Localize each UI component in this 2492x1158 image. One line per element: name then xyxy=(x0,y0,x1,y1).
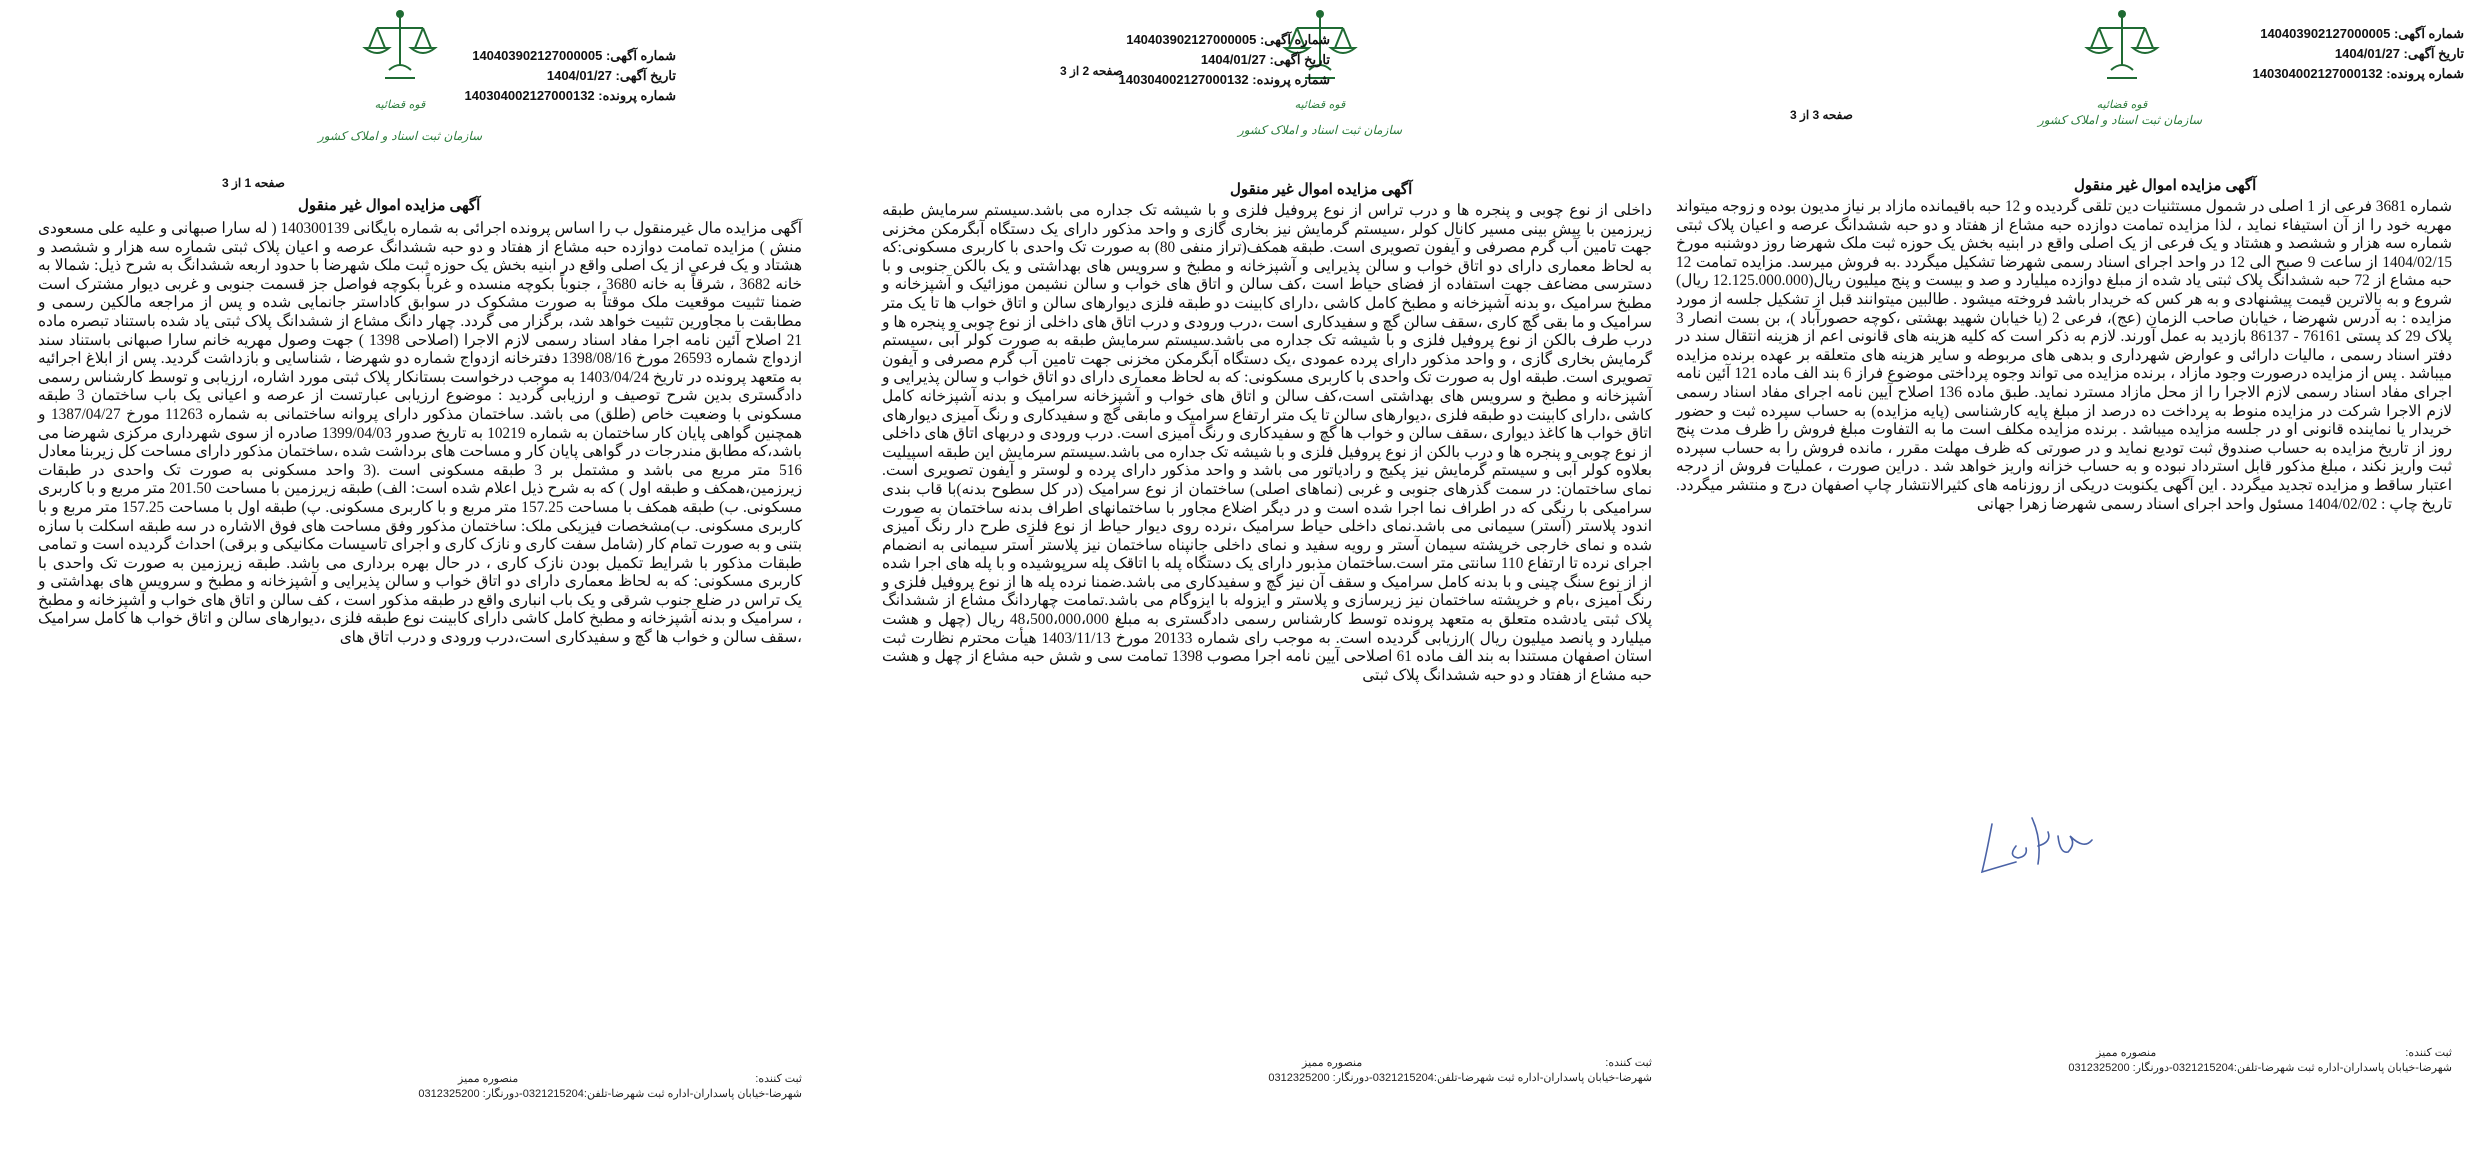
notice-date: تاریخ آگهی: 1404/01/27 xyxy=(2334,46,2464,61)
office-address: شهرضا-خیابان پاسداران-اداره ثبت شهرضا-تلفن:0321215204-دورنگار: 0312325200 xyxy=(418,1088,802,1100)
org-name: سازمان ثبت اسناد و املاک کشور xyxy=(317,129,483,143)
org-name: سازمان ثبت اسناد و املاک کشور xyxy=(2037,113,2203,127)
registrar-name: منصوره ممیز xyxy=(1302,1057,1363,1069)
notice-footer xyxy=(882,1056,1652,1084)
notice-body xyxy=(38,220,802,648)
page-number: صفحه 2 از 3 xyxy=(1060,64,1123,78)
notice-title: آگهی مزایده اموال غیر منقول xyxy=(1230,181,1413,198)
file-number: شماره پرونده: 140304002127000132 xyxy=(2252,66,2464,81)
notice-page-1 xyxy=(0,0,820,1158)
page-number: صفحه 1 از 3 xyxy=(222,176,285,190)
notice-date: تاریخ آگهی: 1404/01/27 xyxy=(1200,52,1330,67)
registrar-label: ثبت کننده: xyxy=(755,1073,802,1085)
notice-footer xyxy=(1676,1046,2452,1074)
scales-of-justice-icon xyxy=(2079,6,2165,98)
emblem-caption: قوه قضائیه xyxy=(374,98,426,111)
notice-body xyxy=(882,202,1652,685)
org-name: سازمان ثبت اسناد و املاک کشور xyxy=(1237,123,1403,137)
registration-org-caption xyxy=(310,128,490,158)
registrar-name: منصوره ممیز xyxy=(458,1073,519,1085)
file-number: شماره پرونده: 140304002127000132 xyxy=(464,88,676,103)
notice-title: آگهی مزایده اموال غیر منقول xyxy=(2074,177,2257,194)
emblem-caption: قوه قضائیه xyxy=(2096,98,2148,111)
page-number: صفحه 3 از 3 xyxy=(1790,108,1853,122)
office-address: شهرضا-خیابان پاسداران-اداره ثبت شهرضا-تلفن:0321215204-دورنگار: 0312325200 xyxy=(1268,1072,1652,1084)
notice-body xyxy=(1676,198,2452,514)
registrar-name: منصوره ممیز xyxy=(2096,1047,2157,1059)
notice-date: تاریخ آگهی: 1404/01/27 xyxy=(546,68,676,83)
office-address: شهرضا-خیابان پاسداران-اداره ثبت شهرضا-تلفن:0321215204-دورنگار: 0312325200 xyxy=(2068,1062,2452,1074)
notice-body-text: داخلی از نوع چوبی و پنجره ها و درب تراس از نوع پروفیل فلزی و با شیشه تک جداره می باشد.سیستم سرمایش طبقه زیرزمین با پیش بینی مسیر کانال کولر ،سیستم گرمایش نیز بخاری گازی و واحد مذکور دارای یک دستگاه آبگرمکن مخزنی جهت تامین آب گرم مصرفی و آیفون تصویری است. طبقه همکف(تراز منفی 80) به صورت تک واحدی با کاربری مسکونی:که به لحاظ معماری دارای دو اتاق خواب و سالن پذیرایی و آشپزخانه و مطبخ و سرویس های بهداشتی و یک بالکن جنوبی و با دسترسی مضاعف جهت استفاده از فضای حیاط است ،کف سالن و اتاق های خواب و سالن نشیمن موزائیک و آشپزخانه و مطبخ سرامیک ،و بدنه آشپزخانه و مطبخ کامل کاشی ،دارای کابینت دو طبقه فلزی دیوارهای سالن و اتاق خواب ها تا یک متر سرامیک و ما بقی گچ کاری ،سقف سالن گچ و سفیدکاری است ،درب ورودی و درب اتاق های داخلی از نوع چوبی و پنجره ها و درب طرف بالکن از نوع پروفیل فلزی و با شیشه تک جداره می باشد.سیستم سرمایش طبقه به صورت کولر آبی ،سیستم گرمایش بخاری گازی ، و واحد مذکور دارای پرده عمودی ،یک دستگاه آبگرمکن مخزنی جهت تامین آب گرم مصرفی و آیفون تصویری است. طبقه اول به صورت تک واحدی با کاربری مسکونی: که به لحاظ معماری دارای دو اتاق خواب و سالن پذیرایی و آشپزخانه و مطبخ و سرویس های بهداشتی است،کف سالن و اتاق های خواب و آشپزخانه سرامیک و بدنه آشپزخانه کامل کاشی ،دارای کابینت دو طبقه فلزی ،دیوارهای سالن تا یک متر ارتفاع سرامیک و مابقی گچ و سفیدکاری و رنگ آمیزی دیوارهای اتاق خواب ها کاغذ دیواری ،سقف سالن و خواب ها گچ و سفیدکاری و رنگ آمیزی است. درب ورودی و دربهای اتاق های داخلی از نوع چوبی و پنجره ها و درب بالکن از نوع پروفیل فلزی و با شیشه تک جداره می باشد.سیستم سرمایش این طبقه اسپیلیت بعلاوه کولر آبی و سیستم گرمایش نیز پکیج و رادیاتور می باشد و واحد مذکور دارای پرده و لوستر و آیفون تصویری است. نمای ساختمان: در سمت گذرهای جنوبی و غربی (نماهای اصلی) ساختمان از نوع سرامیک (در کل سطوح بدنه)با قاب بندی سرامیکی با رنگی که در اطراف نما اجرا شده است و در دیگر اضلاع مجاور با ساختمانهای اطراف بدنه ساختمان به صورت اندود پلاستر (آستر) سیمانی می باشد.نمای داخلی حیاط سرامیک ،نرده روی دیوار حیاط از نوع فلزی طرح دار رنگ آمیزی شده و نمای خارجی خرپشته سیمان آستر و رویه سفید و نمای داخلی جانپناه ساختمان نیز پلاستر آستر سیمانی به انضمام اجرای نرده تا ارتفاع 110 سانتی متر است.ساختمان مذبور دارای یک دستگاه پله با اتاقک پله سرپوشیده و با پله های اجرا شده از از نوع سنگ چینی و با بدنه کامل سرامیک و سقف آن نیز گچ و سفیدکاری می باشد.ضمنا نرده پله ها از نوع پروفیل فلزی و رنگ آمیزی ،بام و خرپشته ساختمان نیز زیرسازی و پلاستر و ایزوله با ایزوگام می باشد.تمامت چهاردانگ مشاع از ششدانگ پلاک ثبتی یادشده متعلق به متعهد پرونده توسط کارشناس رسمی دادگستری به مبلغ 48،500،000،000 ریال (چهل و هشت میلیارد و پانصد میلیون ریال )ارزیابی گردیده است. به موجب رای شماره 20133 مورخ 1403/11/13 هیأت محترم نظارت ثبت استان اصفهان مستندا به بند الف ماده 61 اصلاحی آیین نامه اجرا مصوب 1398 تمامت سی و شش حبه مشاع از چهل و هشت حبه مشاع از هفتاد و دو حبه ششدانگ پلاک ثبتی xyxy=(882,202,1652,684)
registration-org-caption xyxy=(2030,112,2210,142)
notice-title: آگهی مزایده اموال غیر منقول xyxy=(298,197,481,214)
registrar-label: ثبت کننده: xyxy=(1605,1057,1652,1069)
registrar-label: ثبت کننده: xyxy=(2405,1047,2452,1059)
notice-number: شماره آگهی: 140403902127000005 xyxy=(1126,32,1330,47)
notice-number: شماره آگهی: 140403902127000005 xyxy=(472,48,676,63)
notice-body-text: شماره 3681 فرعی از 1 اصلی در شمول مستثنیات دین تلقی گردیده و 12 حبه باقیمانده مازاد بر نیاز مدیون بوده و زوجه میتواند مهریه خود را از آن استیفاء نماید ، لذا مزایده تمامت دوازده حبه مشاع از هفتاد و دو حبه ششدانگ عرصه و اعیان پلاک ثبتی شماره سه هزار و ششصد و هشتاد و یک فرعی از یک اصلی واقع در ابنیه بخش یک حوزه ثبت ملک شهرضا روز دوشنبه مورخ 1404/02/15 از ساعت 9 صبح الی 12 در واحد اجرای اسناد رسمی شهرضا تشکیل میگردد .به فروش میرسد. مزایده تمامت 12 حبه مشاع از 72 حبه ششدانگ پلاک ثبتی یاد شده از مبلغ دوازده میلیارد و صد و بیست و پنج میلیون ریال(12.125.000.000 ریال) شروع و به بالاترین قیمت پیشنهادی و به هر کس که خریدار باشد فروخته میشود . طالبین میتوانند قبل از تشکیل جلسه از مورد مزایده : به آدرس شهرضا ، خیابان صاحب الزمان (عج)، فرعی 2 (یا خیابان شهید بهشتی ،کوچه حصورآباد )، بن بست انصار 3 پلاک 29 کد پستی 76161 - 86137 بازدید به عمل آورند. لازم به ذکر است که کلیه هزینه های قانونی اعم از هزینه انتقال سند در دفتر اسناد رسمی ، مالیات دارائی و عوارض شهرداری و بدهی های مربوطه و سایر هزینه های متعلقه بر عهده برنده مزایده میباشد . پس از مزایده درصورت وجود مازاد ، برنده مزایده می تواند وجوه پرداختی موضوع فراز 6 بند الف ماده 121 آئین نامه اجرای مفاد اسناد رسمی لازم الاجرا را از محل مازاد مسترد نماید. طبق ماده 136 اصلاح آیین نامه اجرای مفاد اسناد رسمی لازم الاجرا شرکت در مزایده منوط به پرداخت ده درصد از مبلغ پایه کارشناسی (پایه مزایده) به حساب سپرده ثبت و حضور خریدار یا نماینده قانونی او در جلسه مزایده میباشد . برنده مزایده مکلف است ما به التفاوت مبلغ فروش را ظرف مدت پنج روز از تاریخ مزایده به حساب صندوق ثبت تودیع نماید و در صورتی که ظرف مهلت مقرر ، مانده فروش را به حساب سپرده ثبت واریز نکند ، مبلغ مذکور قابل استرداد نبوده و به حساب خزانه واریز خواهد شد . دراین صورت ، عملیات فروش از درجه اعتبار ساقط و مزایده تجدید میگردد . این آگهی یکنوبت دریکی از روزنامه های کثیرالانتشار چاپ اصفهان درج و منتشر میگردد. تاریخ چاپ : 1404/02/02 مسئول واحد اجرای اسناد رسمی شهرضا زهرا جهانی xyxy=(1676,198,2453,513)
notice-page-2 xyxy=(860,0,1680,1158)
scales-of-justice-icon xyxy=(357,6,443,98)
notice-meta xyxy=(2253,24,2464,84)
notice-number: شماره آگهی: 140403902127000005 xyxy=(2260,26,2464,41)
file-number: شماره پرونده: 140304002127000132 xyxy=(1118,72,1330,87)
notice-meta xyxy=(465,46,676,106)
notice-body-text: آگهی مزایده مال غیرمنقول ب را اساس پرونده اجرائی به شماره بایگانی 140300139 ( له سارا صبهانی و علیه علی مسعودی منش ) مزایده تمامت دوازده حبه مشاع از هفتاد و دو حبه ششدانگ عرصه و اعیان پلاک ثبتی شماره سه هزار و ششصد و هشتاد و یک فرعی از یک اصلی واقع در ابنیه بخش یک حوزه ثبت ملک شهرضا با حدود اربعه ششدانگ به شرح ذیل: شمالا به خانه 3682 ، شرقاً به خانه 3680 ، جنوباً بکوچه منسده و غرباً بکوچه فواصل جز قسمت جنوبی و غربی دیوار مشترک است ضمنا تثبیت موقعیت ملک موقتاً به صورت مشکوک در سوابق کاداستر جانمایی شده و پس از مراجعه مالکین رسمی و مطابقت با مجاورین تثبیت خواهد شد، برگزار می گردد. چهار دانگ مشاع از ششدانگ پلاک ثبتی یاد شده باستناد تبصره ماده 21 اصلاح آئین نامه اجرا مفاد اسناد رسمی لازم الاجرا (اصلاحی 1398 ) جهت وصول مهریه خانم سارا صبهانی باستناد سند ازدواج شماره 26593 مورخ 1398/08/16 دفترخانه ازدواج شماره دو شهرضا ، شناسایی و بازداشت گردید. پس از ابلاغ اجرائیه به متعهد پرونده در تاریخ 1403/04/24 به موجب درخواست بستانکار پلاک ثبتی مورد اشاره، ارزیابی و توسط کارشناس رسمی دادگستری بدین شرح توصیف و ارزیابی گردید : موضوع ارزیابی عبارتست از عرصه و اعیانی یک باب ساختمان 3 طبقه مسکونی با وضعیت خاص (طلق) می باشد. ساختمان مذکور دارای پروانه ساختمانی به شماره 11263 مورخ 1387/04/27 و همچنین گواهی پایان کار ساختمان به شماره 10219 به تاریخ صدور 1399/04/03 صادره از سوی شهرداری مرکزی شهرضا می باشد،که مطابق مندرجات در گواهی پایان کار و مساحت های برداشت شده ،ساختمان مذکور دارای مساحت کل زیربنا معادل 516 متر مربع می باشد و مشتمل بر 3 طبقه مسکونی است .(3 واحد مسکونی به صورت تک واحدی در طبقات زیرزمین،همکف و طبقه اول ) که به شرح ذیل اعلام شده است: الف) طبقه زیرزمین با مساحت 201.50 متر مربع و با کاربری مسکونی. ب) طبقه همکف با مساحت 157.25 متر مربع و با کاربری مسکونی. پ) طبقه اول با مساحت 157.25 متر مربع و با کاربری مسکونی. ب)مشخصات فیزیکی ملک: ساختمان مذکور وفق مساحت های فوق الاشاره در سه طبقه اسکلت با سازه بتنی و به صورت تمام کار (شامل سفت کاری و نازک کاری و اجرای تاسیسات مکانیکی و برقی) احداث گردیده است و تمامی طبقات مذکور با شرایط تکمیل بودن نازک کاری ، در حال بهره برداری می باشد. طبقه زیرزمین به صورت تک واحدی با کاربری مسکونی: که به لحاظ معماری دارای دو اتاق خواب و سالن پذیرایی و آشپزخانه و مطبخ و سرویس های بهداشتی و یک تراس در ضلع جنوب شرقی و یک باب انباری واقع در طبقه مذکور است ، کف سالن و اتاق های خواب و آشپزخانه و مطبخ ، سرامیک و بدنه آشپزخانه و مطبخ کامل کاشی دارای کابینت نوع طبقه فلزی ،دیوارهای سالن و اتاق خواب ها کامل سرامیک ،سقف سالن و خواب ها گچ و سفیدکاری است،درب ورودی و درب اتاق های xyxy=(38,220,803,647)
notice-footer xyxy=(38,1072,802,1100)
notice-meta xyxy=(1119,30,1330,90)
handwritten-signature xyxy=(1972,806,2102,886)
registration-org-caption xyxy=(1230,122,1410,152)
notice-page-3 xyxy=(1672,0,2492,1158)
emblem-caption: قوه قضائیه xyxy=(1294,98,1346,111)
